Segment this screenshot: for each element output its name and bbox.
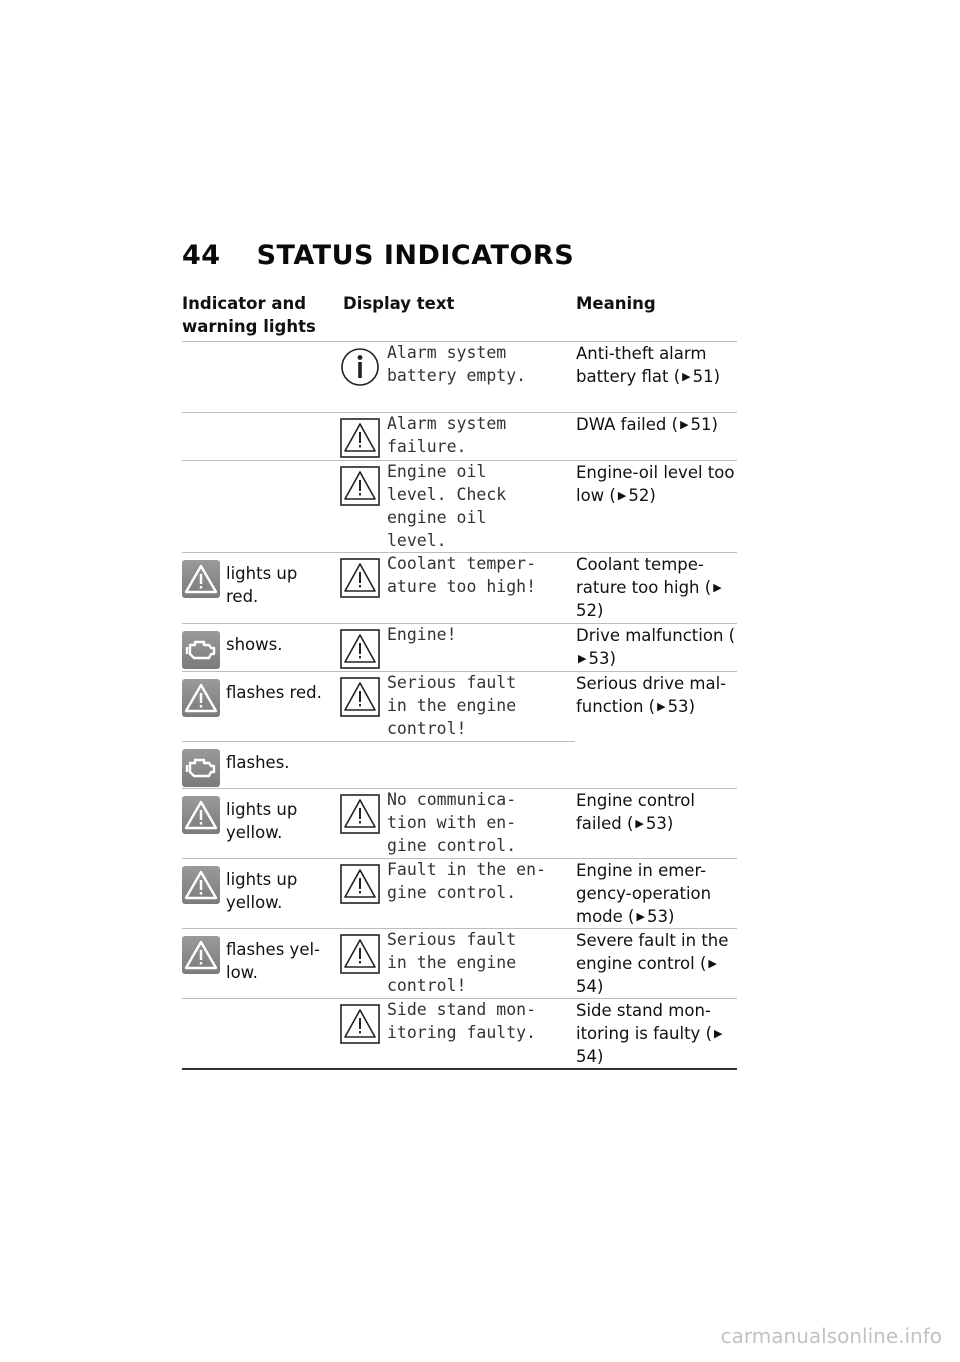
meaning-text: Severe fault in the engine control ( ▶54) — [576, 931, 729, 996]
page-reference-arrow-icon: ▶ — [617, 489, 627, 502]
warning-triangle-icon — [182, 796, 220, 834]
meaning-text: Anti-theft alarm battery flat ( ▶ 51) — [576, 344, 721, 386]
warning-triangle-icon — [340, 558, 380, 598]
header-meaning: Meaning — [576, 294, 656, 313]
page-title — [182, 240, 574, 271]
display-text: Engine! — [387, 625, 457, 644]
header-indicator: Indicator and warning lights — [182, 294, 316, 336]
display-text: Alarm system failure. — [387, 414, 507, 456]
page-reference-arrow-icon: ▶ — [713, 581, 722, 594]
meaning-text: Engine control failed ( ▶ 53) — [576, 791, 695, 833]
meaning-label: Engine-oil level too low — [576, 463, 735, 505]
page-reference-link[interactable]: 53 — [588, 649, 610, 668]
engine-icon — [182, 749, 220, 787]
page-reference-arrow-icon: ▶ — [680, 418, 689, 431]
indicator-text: flashes. — [226, 753, 290, 772]
indicator-text: flashes red. — [226, 683, 322, 702]
warning-triangle-icon — [182, 560, 220, 598]
meaning-label: Engine in emer-gency-operation mode — [576, 861, 712, 926]
display-text: Fault in the en- gine control. — [387, 860, 546, 902]
meaning-label: Side stand mon-itoring is faulty — [576, 1001, 711, 1043]
warning-triangle-icon — [340, 864, 380, 904]
section-title: STATUS INDICATORS — [256, 240, 575, 271]
page-reference-arrow-icon: ▶ — [714, 1027, 723, 1040]
page-reference-link[interactable]: 52 — [576, 601, 597, 620]
meaning-label: Severe fault in the engine control — [576, 931, 729, 973]
meaning-text: Drive malfunction (▶ 53) — [576, 626, 736, 668]
indicator-text: lights up red. — [226, 564, 298, 606]
page-reference-link[interactable]: 51 — [690, 415, 712, 434]
warning-triangle-icon — [340, 1004, 380, 1044]
warning-triangle-icon — [340, 677, 380, 717]
display-text: Side stand mon- itoring faulty. — [387, 1000, 537, 1042]
meaning-text: Coolant tempe-rature too high ( ▶52) — [576, 555, 722, 620]
header-display-text: Display text — [343, 294, 455, 313]
engine-icon — [182, 631, 220, 669]
page-reference-link[interactable]: 53 — [645, 814, 667, 833]
warning-triangle-icon — [340, 629, 380, 669]
display-text: Serious fault in the engine control! — [387, 673, 517, 738]
warning-triangle-icon — [340, 934, 380, 974]
page-reference-link[interactable]: 52 — [628, 486, 650, 505]
watermark: carmanualsonline.info — [720, 1324, 942, 1348]
indicator-text: flashes yel-low. — [226, 940, 321, 982]
indicator-text: shows. — [226, 635, 283, 654]
table-bottom-rule — [182, 1068, 737, 1070]
display-text: Engine oil level. Check engine oil level. — [387, 462, 507, 550]
meaning-text: Engine-oil level too low ( ▶ 52) — [576, 463, 735, 505]
indicator-text: lights up yellow. — [226, 800, 298, 842]
display-text: Alarm system battery empty. — [387, 343, 527, 385]
page-reference-arrow-icon: ▶ — [682, 370, 691, 383]
meaning-label: DWA failed — [576, 415, 667, 434]
page-reference-link[interactable]: 51 — [692, 367, 714, 386]
meaning-label: Drive malfunction — [576, 626, 724, 645]
table-divider — [182, 741, 575, 742]
page-reference-arrow-icon: ▶ — [636, 910, 645, 923]
warning-triangle-icon — [182, 936, 220, 974]
display-text: Serious fault in the engine control! — [387, 930, 517, 995]
display-text: Coolant temper- ature too high! — [387, 554, 537, 596]
display-text: No communica- tion with en- gine control. — [387, 790, 517, 855]
info-icon — [340, 347, 380, 387]
page-reference-link[interactable]: 54 — [576, 977, 597, 996]
warning-triangle-icon — [340, 794, 380, 834]
meaning-text: DWA failed ( ▶ 51) — [576, 415, 718, 434]
meaning-text: Side stand mon-itoring is faulty ( ▶54) — [576, 1001, 723, 1066]
meaning-label: Anti-theft alarm battery flat — [576, 344, 707, 386]
meaning-label: Coolant tempe-rature too high — [576, 555, 704, 597]
page-reference-arrow-icon: ▶ — [708, 957, 717, 970]
page-reference-arrow-icon: ▶ — [635, 817, 644, 830]
warning-triangle-icon — [340, 466, 380, 506]
meaning-label: Engine control failed — [576, 791, 695, 833]
indicator-text: lights up yellow. — [226, 870, 298, 912]
page-reference-arrow-icon: ▶ — [657, 700, 666, 713]
page-number: 44 — [182, 240, 221, 271]
page-reference-link[interactable]: 53 — [646, 907, 668, 926]
warning-triangle-icon — [182, 866, 220, 904]
meaning-text: Engine in emer-gency-operation mode ( ▶ 53) — [576, 861, 712, 926]
warning-triangle-icon — [182, 679, 220, 717]
page-reference-link[interactable]: 53 — [667, 697, 689, 716]
warning-triangle-icon — [340, 418, 380, 458]
page-reference-link[interactable]: 54 — [576, 1047, 597, 1066]
meaning-label: Serious drive mal-function — [576, 674, 727, 716]
meaning-text: Serious drive mal-function ( ▶ 53) — [576, 674, 727, 716]
page-reference-arrow-icon: ▶ — [578, 652, 587, 665]
